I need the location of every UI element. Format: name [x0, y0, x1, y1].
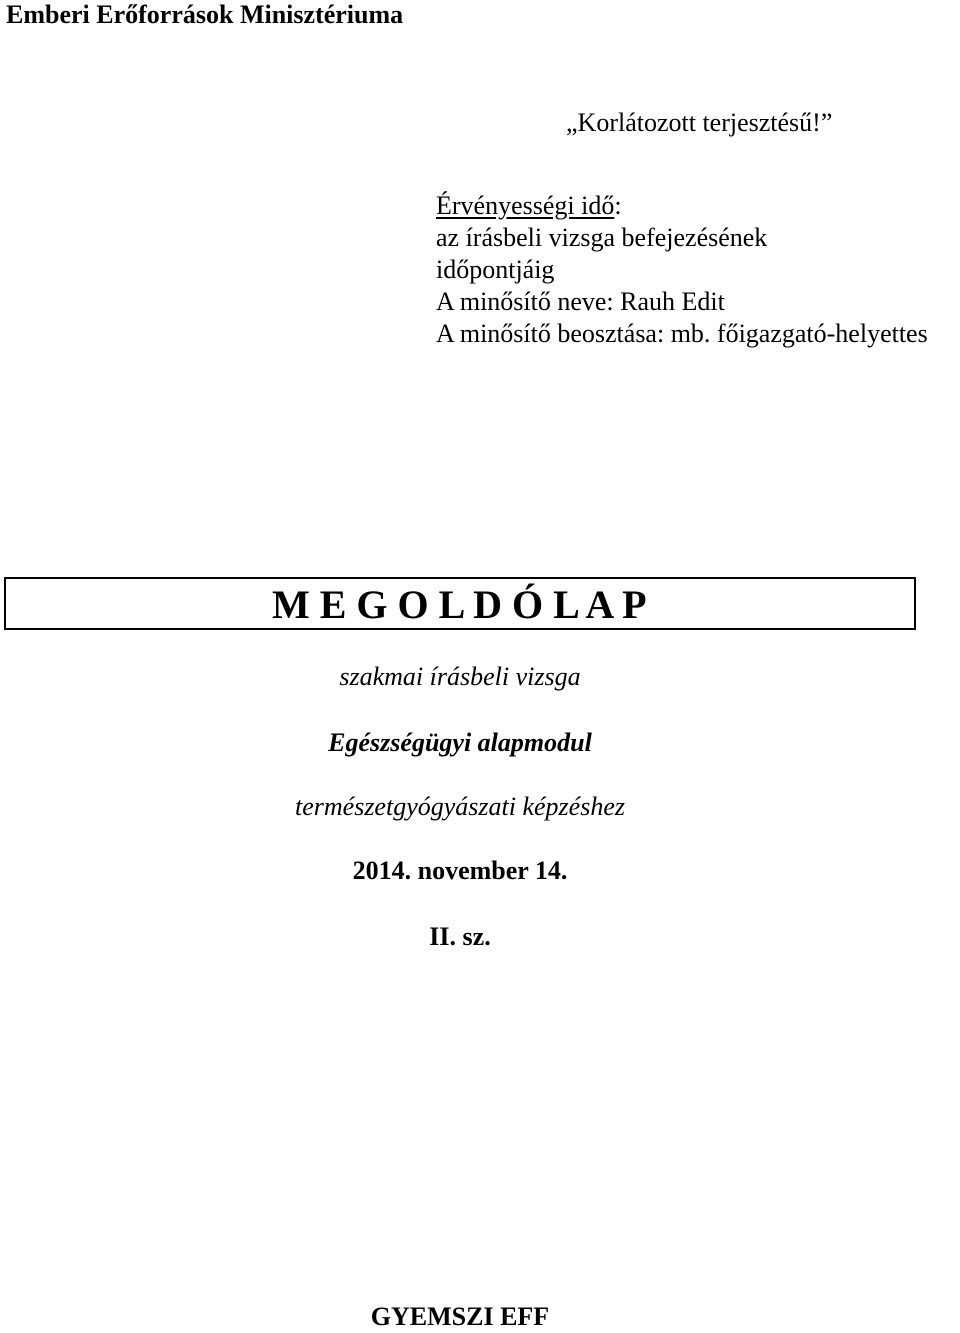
qualifier-name: A minősítő neve: Rauh Edit	[436, 287, 725, 316]
solution-sheet-title: M E G O L D Ó L A P	[272, 582, 647, 627]
validity-label	[436, 190, 928, 222]
exam-module: Egészségügyi alapmodul	[328, 728, 592, 757]
restricted-notice: „Korlátozott terjesztésű!”	[566, 108, 833, 137]
exam-serial: II. sz.	[429, 922, 491, 951]
issuer: GYEMSZI EFF	[370, 1302, 550, 1331]
validity-line-2: időpontjáig	[436, 255, 555, 284]
validity-label-colon: :	[614, 191, 622, 220]
solution-sheet-box	[4, 577, 916, 630]
qualifier-position: A minősítő beosztása: mb. főigazgató-helyettes	[436, 319, 928, 348]
exam-date: 2014. november 14.	[352, 856, 568, 885]
validity-line-1: az írásbeli vizsga befejezésének	[436, 223, 768, 252]
exam-training: természetgyógyászati képzéshez	[295, 792, 625, 821]
exam-type: szakmai írásbeli vizsga	[339, 662, 581, 691]
validity-block	[436, 190, 928, 350]
validity-label-text: Érvényességi idő	[436, 191, 615, 220]
ministry-name: Emberi Erőforrások Minisztériuma	[6, 0, 404, 29]
